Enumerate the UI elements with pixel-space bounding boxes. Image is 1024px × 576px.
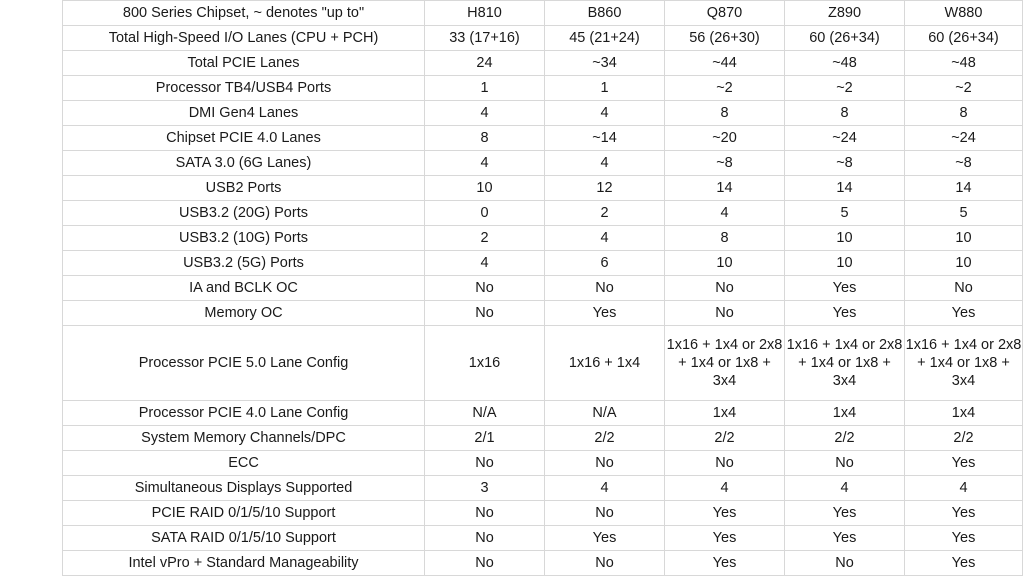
- value-cell: Yes: [665, 551, 785, 576]
- row-label-cell: Processor TB4/USB4 Ports: [63, 76, 425, 101]
- value-cell: 10: [785, 251, 905, 276]
- value-cell: ~48: [785, 51, 905, 76]
- value-cell: 24: [425, 51, 545, 76]
- value-cell: N/A: [425, 401, 545, 426]
- value-cell: 8: [425, 126, 545, 151]
- value-cell: 4: [425, 151, 545, 176]
- row-label-cell: Processor PCIE 4.0 Lane Config: [63, 401, 425, 426]
- row-label-cell: ECC: [63, 451, 425, 476]
- table-row: [63, 26, 1023, 51]
- value-cell: 2: [545, 201, 665, 226]
- value-cell: 6: [545, 251, 665, 276]
- table-row: [63, 76, 1023, 101]
- value-cell: 1: [545, 76, 665, 101]
- row-label-cell: IA and BCLK OC: [63, 276, 425, 301]
- value-cell: 1x4: [785, 401, 905, 426]
- value-cell: 1: [425, 76, 545, 101]
- table-row: [63, 301, 1023, 326]
- header-cell-q870: Q870: [665, 1, 785, 26]
- value-cell: No: [785, 551, 905, 576]
- table-header-row: [63, 1, 1023, 26]
- row-label-cell: Total PCIE Lanes: [63, 51, 425, 76]
- value-cell: Yes: [545, 301, 665, 326]
- row-label-cell: Chipset PCIE 4.0 Lanes: [63, 126, 425, 151]
- header-cell-z890: Z890: [785, 1, 905, 26]
- row-label-cell: USB3.2 (10G) Ports: [63, 226, 425, 251]
- row-label-cell: DMI Gen4 Lanes: [63, 101, 425, 126]
- table-row: [63, 276, 1023, 301]
- table-row: [63, 201, 1023, 226]
- value-cell: 60 (26+34): [905, 26, 1023, 51]
- value-cell: 8: [905, 101, 1023, 126]
- value-cell: 8: [665, 226, 785, 251]
- value-cell: 33 (17+16): [425, 26, 545, 51]
- value-cell: 2/2: [785, 426, 905, 451]
- row-label-cell: SATA 3.0 (6G Lanes): [63, 151, 425, 176]
- value-cell: No: [665, 451, 785, 476]
- value-cell: 2: [425, 226, 545, 251]
- value-cell: ~24: [905, 126, 1023, 151]
- header-cell-h810: H810: [425, 1, 545, 26]
- value-cell: 4: [785, 476, 905, 501]
- table-row: [63, 126, 1023, 151]
- value-cell: 10: [785, 226, 905, 251]
- table-row: [63, 476, 1023, 501]
- value-cell: ~24: [785, 126, 905, 151]
- value-cell: 5: [905, 201, 1023, 226]
- value-cell: N/A: [545, 401, 665, 426]
- value-cell: No: [425, 501, 545, 526]
- value-cell: Yes: [785, 501, 905, 526]
- value-cell: 10: [905, 226, 1023, 251]
- value-cell: 2/2: [665, 426, 785, 451]
- row-label-cell: PCIE RAID 0/1/5/10 Support: [63, 501, 425, 526]
- row-label-cell: Memory OC: [63, 301, 425, 326]
- value-cell: 4: [665, 476, 785, 501]
- table-body: [63, 26, 1023, 576]
- value-cell: 4: [425, 101, 545, 126]
- value-cell: ~14: [545, 126, 665, 151]
- value-cell: 2/2: [905, 426, 1023, 451]
- value-cell: 12: [545, 176, 665, 201]
- value-cell: No: [425, 451, 545, 476]
- table-row: [63, 176, 1023, 201]
- table-row: [63, 526, 1023, 551]
- value-cell: 5: [785, 201, 905, 226]
- value-cell: 4: [905, 476, 1023, 501]
- value-cell: ~8: [905, 151, 1023, 176]
- value-cell: 4: [425, 251, 545, 276]
- value-cell: ~44: [665, 51, 785, 76]
- value-cell: 1x16 + 1x4 or 2x8 + 1x4 or 1x8 + 3x4: [905, 326, 1023, 401]
- table-row: [63, 401, 1023, 426]
- value-cell: Yes: [905, 301, 1023, 326]
- header-cell-b860: B860: [545, 1, 665, 26]
- table-row: [63, 226, 1023, 251]
- value-cell: ~20: [665, 126, 785, 151]
- value-cell: 10: [665, 251, 785, 276]
- row-label-cell: System Memory Channels/DPC: [63, 426, 425, 451]
- value-cell: 1x4: [905, 401, 1023, 426]
- chipset-comparison-table-container: [62, 0, 1022, 576]
- row-label-cell: Intel vPro + Standard Manageability: [63, 551, 425, 576]
- table-row: [63, 551, 1023, 576]
- value-cell: 14: [665, 176, 785, 201]
- value-cell: ~2: [665, 76, 785, 101]
- value-cell: No: [425, 551, 545, 576]
- value-cell: Yes: [905, 526, 1023, 551]
- table-row: [63, 501, 1023, 526]
- row-label-cell: USB2 Ports: [63, 176, 425, 201]
- row-label-cell: SATA RAID 0/1/5/10 Support: [63, 526, 425, 551]
- value-cell: ~8: [665, 151, 785, 176]
- value-cell: No: [425, 526, 545, 551]
- value-cell: No: [545, 451, 665, 476]
- value-cell: No: [545, 551, 665, 576]
- header-cell-label: 800 Series Chipset, ~ denotes "up to": [63, 1, 425, 26]
- header-cell-w880: W880: [905, 1, 1023, 26]
- value-cell: No: [665, 301, 785, 326]
- value-cell: Yes: [665, 526, 785, 551]
- table-row: [63, 326, 1023, 401]
- value-cell: 1x16: [425, 326, 545, 401]
- value-cell: 4: [545, 226, 665, 251]
- value-cell: 0: [425, 201, 545, 226]
- value-cell: 3: [425, 476, 545, 501]
- value-cell: No: [545, 501, 665, 526]
- value-cell: Yes: [785, 526, 905, 551]
- value-cell: 60 (26+34): [785, 26, 905, 51]
- value-cell: 1x16 + 1x4 or 2x8 + 1x4 or 1x8 + 3x4: [665, 326, 785, 401]
- value-cell: 1x16 + 1x4 or 2x8 + 1x4 or 1x8 + 3x4: [785, 326, 905, 401]
- table-row: [63, 426, 1023, 451]
- value-cell: 8: [785, 101, 905, 126]
- table-row: [63, 151, 1023, 176]
- value-cell: 4: [665, 201, 785, 226]
- value-cell: Yes: [665, 501, 785, 526]
- row-label-cell: Total High-Speed I/O Lanes (CPU + PCH): [63, 26, 425, 51]
- row-label-cell: Processor PCIE 5.0 Lane Config: [63, 326, 425, 401]
- value-cell: No: [425, 276, 545, 301]
- value-cell: No: [665, 276, 785, 301]
- value-cell: Yes: [905, 451, 1023, 476]
- value-cell: 4: [545, 101, 665, 126]
- value-cell: 14: [785, 176, 905, 201]
- row-label-cell: Simultaneous Displays Supported: [63, 476, 425, 501]
- table-row: [63, 101, 1023, 126]
- value-cell: 4: [545, 151, 665, 176]
- table-row: [63, 251, 1023, 276]
- value-cell: ~34: [545, 51, 665, 76]
- value-cell: Yes: [905, 501, 1023, 526]
- value-cell: Yes: [545, 526, 665, 551]
- value-cell: 2/2: [545, 426, 665, 451]
- value-cell: 1x4: [665, 401, 785, 426]
- value-cell: ~2: [785, 76, 905, 101]
- value-cell: ~8: [785, 151, 905, 176]
- value-cell: No: [785, 451, 905, 476]
- value-cell: ~48: [905, 51, 1023, 76]
- value-cell: 45 (21+24): [545, 26, 665, 51]
- row-label-cell: USB3.2 (5G) Ports: [63, 251, 425, 276]
- value-cell: 10: [425, 176, 545, 201]
- value-cell: No: [545, 276, 665, 301]
- value-cell: 56 (26+30): [665, 26, 785, 51]
- value-cell: Yes: [905, 551, 1023, 576]
- table-row: [63, 51, 1023, 76]
- value-cell: No: [425, 301, 545, 326]
- value-cell: 4: [545, 476, 665, 501]
- value-cell: 14: [905, 176, 1023, 201]
- value-cell: Yes: [785, 276, 905, 301]
- chipset-comparison-table: [62, 0, 1023, 576]
- value-cell: ~2: [905, 76, 1023, 101]
- value-cell: 2/1: [425, 426, 545, 451]
- value-cell: Yes: [785, 301, 905, 326]
- row-label-cell: USB3.2 (20G) Ports: [63, 201, 425, 226]
- value-cell: No: [905, 276, 1023, 301]
- value-cell: 10: [905, 251, 1023, 276]
- value-cell: 1x16 + 1x4: [545, 326, 665, 401]
- value-cell: 8: [665, 101, 785, 126]
- table-row: [63, 451, 1023, 476]
